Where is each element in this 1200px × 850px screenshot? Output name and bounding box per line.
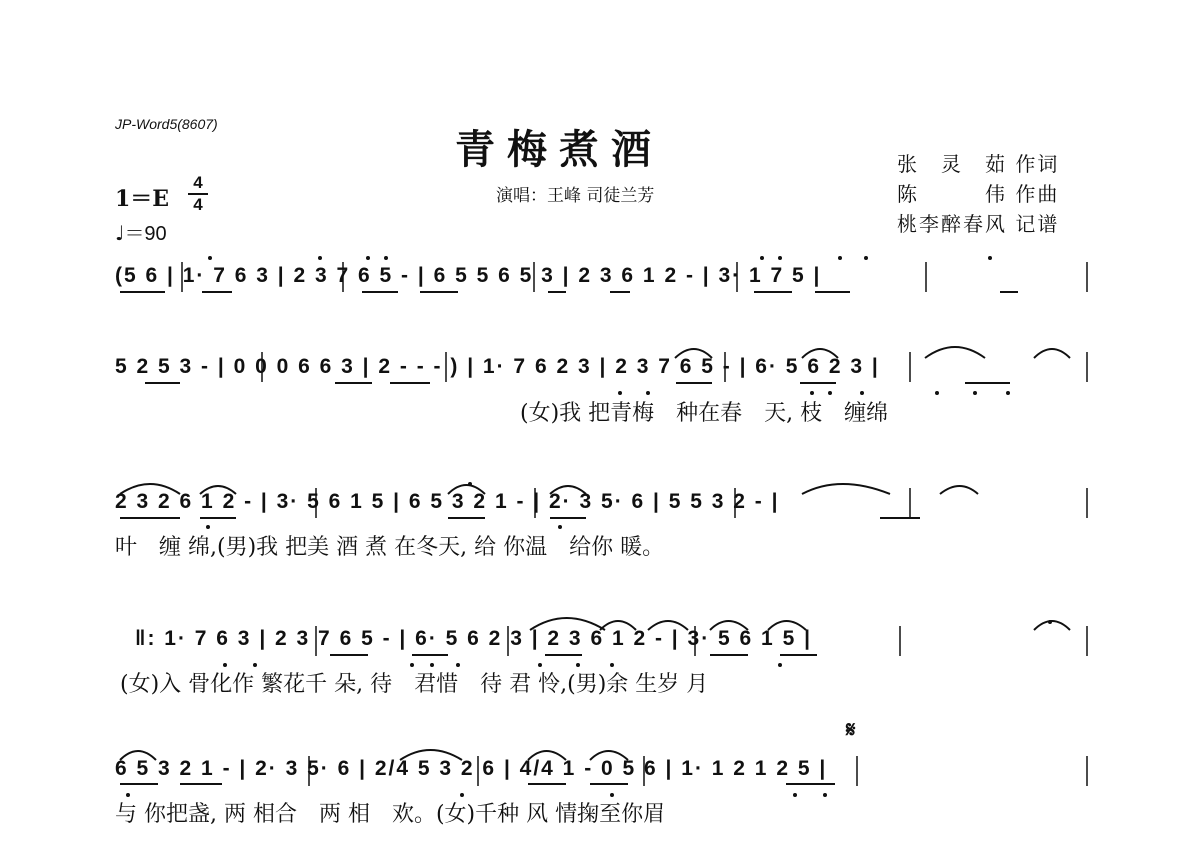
song-title: 青梅煮酒 — [455, 126, 663, 173]
slur-marks — [120, 484, 978, 494]
dot-mark — [610, 663, 614, 667]
segno-sign: 𝄋 — [846, 718, 856, 743]
dot-mark — [410, 663, 414, 667]
transcriber-credit: 桃李醉春风 记谱 — [897, 212, 1060, 236]
barlines — [309, 756, 1087, 786]
time-top: 4 — [193, 173, 203, 192]
system-5-lyrics: 与 你把盏, 两 相合 两 相 欢。(女)千种 风 情掬至你眉 — [115, 802, 666, 827]
system-4-notes: ‖: 1· 7 6 3 | 2 3 7 6 5 - | 6· 5 6 2 3 | 2 3 6 1 2 - | 3· 5 6 1 5 | — [135, 627, 812, 650]
dot-mark — [126, 793, 130, 797]
system-2-notes: 5 2 5 3 - | 0 0 0 6 6 3 | 2 - - - ) | 1· 7 6 2 3 | 2 3 7 6 5 - | 6· 5 6 2 3 | — [115, 355, 880, 378]
slur-marks — [675, 347, 1070, 358]
slur-marks — [530, 618, 1070, 630]
singers-line: 演唱：王峰 司徒兰芳 — [496, 186, 655, 206]
system-5-notes: 6 5 3 2 1 - | 2· 3 5· 6 | 2/4 5 3 2 6 | 4/4 1 - 0 5 6 | 1· 1 2 1 2 5 | — [115, 757, 828, 780]
dot-mark — [646, 391, 650, 395]
dot-mark — [206, 525, 210, 529]
dot-mark — [430, 663, 434, 667]
dot-mark — [253, 663, 257, 667]
dot-mark — [366, 256, 370, 260]
dot-mark — [793, 793, 797, 797]
dot-mark — [384, 256, 388, 260]
dot-mark — [468, 482, 472, 486]
dot-mark — [778, 256, 782, 260]
lyricist-credit: 张 灵 茹 作词 — [897, 152, 1060, 176]
dot-mark — [456, 663, 460, 667]
dot-mark — [618, 391, 622, 395]
system-2-lyrics: (女)我 把青梅 种在春 天, 枝 缠绵 — [520, 401, 889, 426]
dot-mark — [610, 793, 614, 797]
software-label: JP-Word5(8607) — [115, 116, 218, 132]
dot-mark — [988, 256, 992, 260]
barlines — [182, 262, 1087, 292]
barlines — [262, 352, 1087, 382]
barlines — [316, 488, 1087, 518]
system-4-lyrics: (女)入 骨化作 繁花千 朵, 待 君惜 待 君 怜,(男)余 生岁 月 — [120, 672, 709, 697]
dot-mark — [838, 256, 842, 260]
dot-mark — [828, 391, 832, 395]
dot-mark — [318, 256, 322, 260]
dot-mark — [558, 525, 562, 529]
dot-mark — [208, 256, 212, 260]
dot-mark — [1006, 391, 1010, 395]
dot-mark — [823, 793, 827, 797]
dot-mark — [538, 663, 542, 667]
system-3-notes: 2 3 2 6 1 2 - | 3· 5 6 1 5 | 6 5 3 2 1 - | 2· 3 5· 6 | 5 5 3 2 - | — [115, 490, 780, 513]
dot-mark — [760, 256, 764, 260]
dot-mark — [935, 391, 939, 395]
dot-mark — [810, 391, 814, 395]
tempo-value: ＝90 — [124, 223, 167, 245]
dot-mark — [778, 663, 782, 667]
quarter-note-icon: ♩ — [115, 221, 125, 245]
slur-marks — [120, 750, 628, 760]
dot-mark — [223, 663, 227, 667]
key-signature: 1＝E — [115, 186, 170, 212]
composer-credit: 陈 伟 作曲 — [897, 182, 1060, 206]
system-3-lyrics: 叶 缠 绵,(男)我 把美 酒 煮 在冬天, 给 你温 给你 暖。 — [115, 535, 665, 560]
dot-mark — [1048, 620, 1052, 624]
dot-mark — [460, 793, 464, 797]
dot-mark — [860, 391, 864, 395]
system-1-notes: (5 6 | 1· 7 6 3 | 2 3 7 6 5 - | 6 5 5 6 5 3 | 2 3 6 1 2 - | 3· 1 7 5 | — [115, 264, 822, 287]
barlines — [316, 626, 1087, 656]
time-bottom: 4 — [193, 195, 203, 214]
dot-mark — [973, 391, 977, 395]
dot-mark — [576, 663, 580, 667]
dot-mark — [864, 256, 868, 260]
